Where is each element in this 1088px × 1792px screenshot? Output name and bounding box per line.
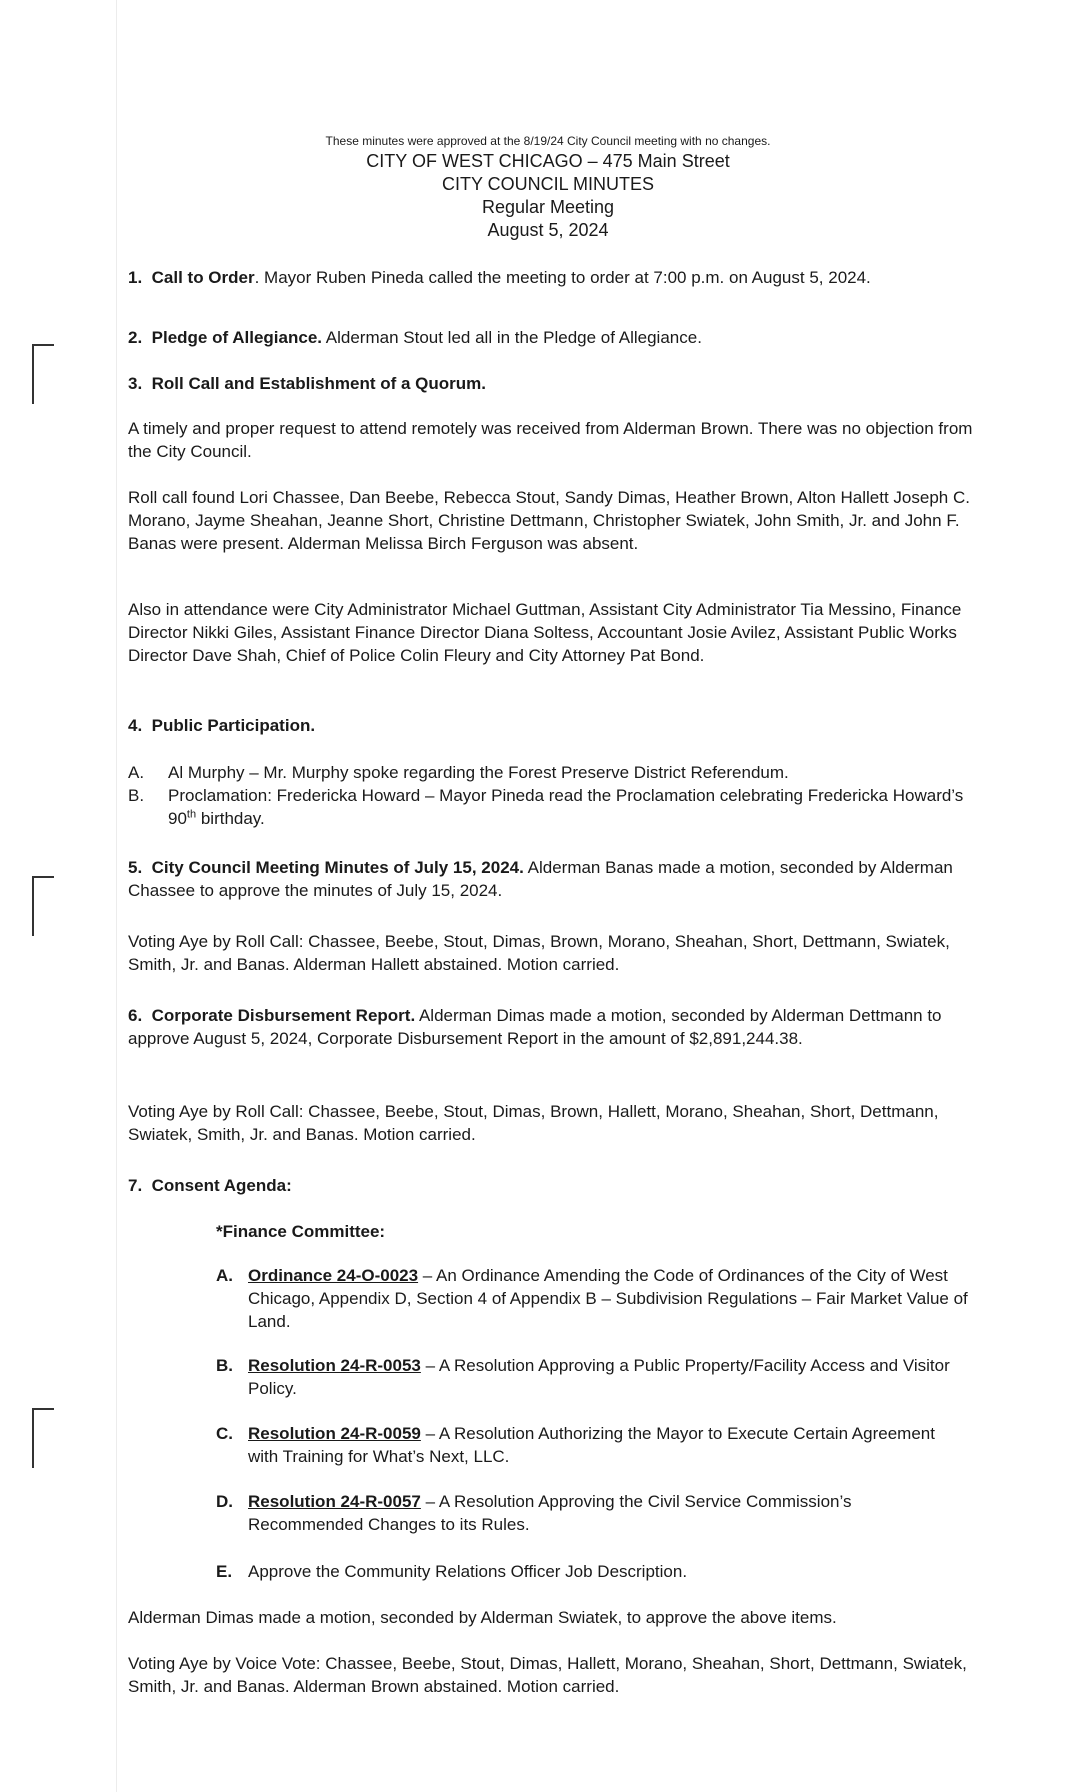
item-letter: B. [128,786,145,805]
item-text [248,1264,968,1333]
item-letter: C. [216,1424,233,1443]
attendance-paragraph: Also in attendance were City Administrator Michael Guttman, Assistant City Administrator Tia Messino, Finance Director Nikki Giles, Assistant Finance Director Diana Soltess, Accountant Josie Avilez, Assistant Public Works Director Dave Shah, Chief of Police Colin Fleury and City Attorney Pat Bond. [128,600,962,665]
header-line-address: CITY OF WEST CHICAGO – 475 Main Street [366,151,730,171]
roll-call-paragraph: Roll call found Lori Chassee, Dan Beebe, Rebecca Stout, Sandy Dimas, Heather Brown, Alton Hallett Joseph C. Morano, Jayme Sheahan, Jeanne Short, Christine Dettmann, Christopher Swiatek, John Smith, Jr. and John F. Banas were present. Alderman Melissa Birch Ferguson was absent. [128,488,970,553]
document-header [128,150,968,242]
vote-record: Voting Aye by Voice Vote: Chassee, Beebe, Stout, Dimas, Hallett, Morano, Sheahan, Short, Dettmann, Swiatek, Smith, Jr. and Banas. Alderman Brown abstained. Motion carried. [128,1654,967,1696]
item-text [248,1560,968,1583]
approval-note: These minutes were approved at the 8/19/24 City Council meeting with no changes. [325,134,771,148]
section-disbursement-report [128,1004,973,1050]
item-text: Al Murphy – Mr. Murphy spoke regarding the Forest Preserve District Referendum. [168,763,789,782]
consent-item [216,1354,968,1400]
item-letter: A. [216,1266,233,1285]
section-title: Consent Agenda: [151,1176,292,1195]
item-letter: A. [128,763,145,782]
resolution-link: Resolution 24-R-0057 [248,1492,421,1511]
item-letter: E. [216,1562,233,1581]
header-line-meeting-type: Regular Meeting [481,197,615,217]
item-text [248,1422,968,1468]
finance-committee-heading: *Finance Committee: [216,1222,386,1241]
item-letter: D. [216,1492,233,1511]
item-description: – A Resolution Approving a Public Property/Facility Access and Visitor Policy. [248,1356,950,1398]
section-number: 3. [128,374,143,393]
item-description: – A Resolution Approving the Civil Service Commission’s Recommended Changes to its Rules. [248,1492,852,1534]
consent-motion: Alderman Dimas made a motion, seconded by Alderman Swiatek, to approve the above items. [128,1608,837,1627]
section-pledge [128,326,973,349]
section-text: . Mayor Ruben Pineda called the meeting to order at 7:00 p.m. on August 5, 2024. [254,268,871,287]
section-title: Roll Call and Establishment of a Quorum. [151,374,487,393]
item-description: Approve the Community Relations Officer Job Description. [248,1562,688,1581]
item-text [248,1354,968,1400]
vote-record: Voting Aye by Roll Call: Chassee, Beebe, Stout, Dimas, Brown, Morano, Sheahan, Short, Dettmann, Swiatek, Smith, Jr. and Banas. Alderman Hallett abstained. Motion carried. [128,932,950,974]
section-title: Corporate Disbursement Report. [151,1006,416,1025]
item-text [248,1490,968,1536]
margin-bracket [32,344,54,404]
ordinance-link: Ordinance 24-O-0023 [248,1266,419,1285]
section-title: City Council Meeting Minutes of July 15, 2024. [151,858,524,877]
item-text-part: birthday. [196,809,265,828]
section-text: Alderman Stout led all in the Pledge of Allegiance. [322,328,702,347]
margin-bracket [32,876,54,936]
participation-item-b [128,784,973,830]
section-council-minutes [128,856,973,902]
item-letter: B. [216,1356,233,1375]
section-title: Call to Order [151,268,255,287]
section-public-participation [128,714,973,737]
section-text: Alderman Dimas made a motion, seconded by Alderman Dettmann to approve August 5, 2024, Corporate Disbursement Report in the amount of $2,891,244.38. [128,1006,942,1048]
section-number: 7. [128,1176,143,1195]
consent-item [216,1264,968,1334]
section-title: Public Participation. [151,716,316,735]
participation-item-a [128,761,973,784]
ordinal-suffix: th [186,808,197,821]
section-title: Pledge of Allegiance. [151,328,322,347]
section-number: 6. [128,1006,143,1025]
resolution-link: Resolution 24-R-0053 [248,1356,421,1375]
section-number: 5. [128,858,143,877]
consent-item [216,1422,968,1468]
resolution-link: Resolution 24-R-0059 [248,1424,421,1443]
page-edge [116,0,117,1792]
section-consent-agenda [128,1174,973,1197]
header-line-date: August 5, 2024 [487,220,609,240]
item-description: – A Resolution Authorizing the Mayor to Execute Certain Agreement with Training for What’s Next, LLC. [248,1424,935,1466]
header-line-title: CITY COUNCIL MINUTES [441,174,655,194]
item-text [168,784,968,830]
consent-item [216,1490,968,1536]
section-number: 2. [128,328,143,347]
item-text-part: Proclamation: Fredericka Howard – Mayor Pineda read the Proclamation celebrating Fredericka Howard’s 90 [168,786,964,828]
vote-record: Voting Aye by Roll Call: Chassee, Beebe, Stout, Dimas, Brown, Hallett, Morano, Sheahan, Short, Dettmann, Swiatek, Smith, Jr. and Banas. Motion carried. [128,1102,939,1144]
item-description: – An Ordinance Amending the Code of Ordinances of the City of West Chicago, Appendix D, Section 4 of Appendix B – Subdivision Regulations – Fair Market Value of Land. [248,1266,968,1331]
section-number: 1. [128,268,143,287]
section-number: 4. [128,716,143,735]
section-roll-call [128,372,973,395]
section-text: Alderman Banas made a motion, seconded by Alderman Chassee to approve the minutes of July 15, 2024. [128,858,953,900]
consent-item [216,1560,968,1583]
section-call-to-order [128,266,973,289]
margin-bracket [32,1408,54,1468]
remote-attendance-paragraph: A timely and proper request to attend remotely was received from Alderman Brown. There was no objection from the City Council. [128,419,973,461]
